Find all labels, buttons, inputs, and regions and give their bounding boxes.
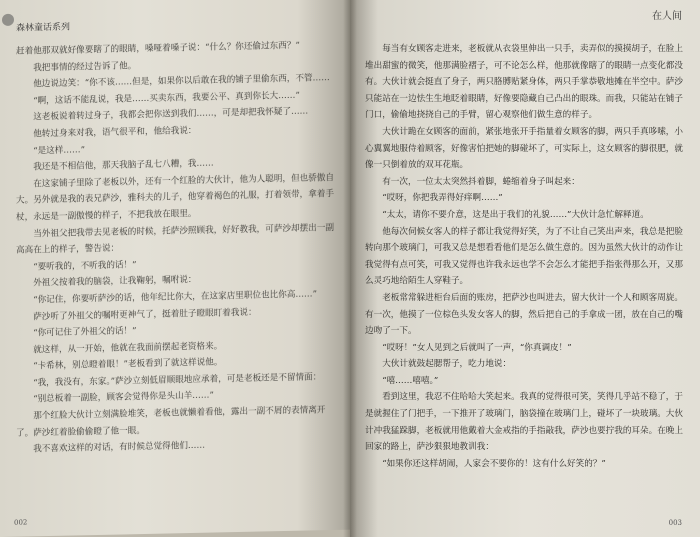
paragraph: “是这样……” — [33, 144, 85, 156]
left-body-text — [16, 37, 336, 459]
paragraph: 这老板说着转过身子，我都会把你送到我们……，可是却把我怀疑了…… — [33, 106, 309, 123]
paragraph: 那个红脸大伙计立刻满脸堆笑，老板也就懒着看他，露出一副不屑的表情离开了。萨沙红着脸偷偷瞪了他一眼。 — [16, 405, 326, 439]
paragraph: 大伙计就鼓起腮帮子，吃力地说： — [382, 359, 512, 370]
right-body-text — [365, 41, 683, 472]
paragraph: 老板常常躲进柜台后面的账房，把萨沙也叫进去，留大伙计一个人和顾客周旋。有一次，他摸了一位棕色头发女客人的脚，然后把自己的手拿成一团，放在自己的嘴边吻了一下。 — [365, 292, 683, 337]
book-gutter — [343, 0, 357, 537]
paragraph: 当外祖父把我带去见老板的时候，托萨沙照顾我，好好教我，可萨沙却摆出一副高高在上的样子，警告说： — [16, 222, 334, 256]
paragraph: 赶着他那双就好像要瞎了的眼睛，嗓哑着嗓子说：“什么？你还偷过东西？” — [16, 40, 300, 57]
paragraph: “卡希林，别总瞪着眼！”老板看到了就这样说他。 — [33, 357, 223, 372]
right-page-number: 003 — [668, 519, 682, 527]
left-page-number: 002 — [14, 518, 28, 527]
paragraph: 有一次，一位太太突然抖着脚，蜷缩着身子叫起来： — [382, 176, 580, 187]
paragraph: “哎呀，你把我弄得好痒啊……” — [382, 193, 503, 204]
paragraph: “我，我没有，东家。”萨沙立刻低眉顺眼地应承着，可是老板还是不留情面： — [33, 372, 322, 389]
paragraph: 就这样，从一开始，他就在我面前摆起老资格来。 — [33, 341, 223, 355]
right-running-head: 在人间 — [652, 11, 682, 22]
paragraph: 他边说边笑：“你不该……但是，如果你以后敢在我的铺子里偷东西，不管…… — [33, 73, 330, 90]
paragraph: “你记住，你要听萨沙的话，他年纪比你大，在这家店里职位也比你高……” — [33, 289, 317, 306]
paragraph: “你可记住了外祖父的话！” — [33, 326, 137, 339]
paragraph: 他转过身来对我，语气很平和，他给我说： — [33, 125, 197, 140]
paragraph: 我还是不相信他，那天我脑子乱七八糟，我…… — [33, 158, 214, 173]
paragraph: “别总板着一副脸，顾客会觉得你是头山羊……” — [33, 390, 214, 405]
paragraph: “哎呀！”女人见到之后就叫了一声，“你真调皮！” — [382, 342, 572, 353]
paragraph: 我不喜欢这样的对话，有时候总觉得他们…… — [33, 440, 206, 455]
paragraph: 萨沙听了外祖父的嘱咐更神气了，挺着肚子瞪眼盯着我说： — [33, 307, 257, 322]
paragraph: 我把事情的经过告诉了他。 — [33, 60, 137, 73]
chapter-ornament-icon — [2, 14, 14, 26]
paragraph: 大伙计跪在女顾客的面前，紧张地张开手指量着女顾客的脚，两只手真哆嗦，小心翼翼地服侍着顾客，好像害怕把她的脚碰坏了，可实际上，这女顾客的脚很肥，就像一只倒着放的双耳花瓶。 — [365, 126, 683, 171]
paragraph: 他每次伺候女客人的样子都让我觉得好笑，为了不让自己笑出声来，我总是把脸转向那个玻璃门，可我又总是想看看他们是怎么做生意的。因为虽然大伙计的动作让我觉得有点可笑，可我又觉得也许我永远也学不会怎么才能把手指张得那么开，又那么灵巧地给陌生人穿鞋子。 — [365, 226, 683, 287]
right-page — [350, 0, 700, 537]
paragraph: 看到这里，我忍不住哈哈大笑起来。我真的觉得很可笑，笑得几乎站不稳了，于是就握住了门把手，一下推开了玻璃门，脑袋撞在玻璃门上，碰坏了一块玻璃。大伙计冲我猛跺脚，老板就用他戴着大金戒指的手指敲我，萨沙也要拧我的耳朵。在晚上回家的路上，萨沙狠狠地教训我： — [365, 392, 683, 453]
left-running-head: 森林童话系列 — [16, 22, 71, 34]
paragraph: “太太，请你不要介意，这是出于我们的礼貌……”大伙计急忙解释道。 — [382, 209, 649, 220]
paragraph: 外祖父按着我的脑袋，让我鞠躬，嘱咐说： — [33, 275, 197, 289]
paragraph: “嘻……嘻嘻。” — [382, 375, 439, 386]
paragraph: 每当有女顾客走进来，老板就从衣袋里伸出一只手，卖弄似的摸摸胡子，在脸上堆出甜蜜的微笑，他那满脸褶子，可不论怎么样，他那就像瞎了的眼睛一点变化都没有。大伙计就会挺直了身子，两只胳膊贴紧身体，两只手掌恭敬地摊在半空中。萨沙只能站在一边怯生生地眨着眼睛，好像要隐藏自己凸出的眼珠。而我，只能站在铺子门口，偷偷地挠挠自己的手臂，留心观察他们做生意的样子。 — [365, 44, 683, 121]
paragraph: “啊，这话不能乱说，我是……买卖东西，我要公平、真到你长大……” — [33, 90, 300, 107]
paragraph: “如果你还这样胡闹，人家会不要你的！这有什么好笑的？” — [382, 458, 606, 469]
paragraph: 在这家铺子里除了老板以外，还有一个红脸的大伙计，他为人聪明，但也骄傲自大。另外就是我的表兄萨沙，雅科夫的儿子，他穿着褐色的礼服，打着领带，拿着手杖，永远是一副傲慢的样子，不把我放在眼里。 — [16, 172, 334, 223]
paragraph: “要听我的，不听我的话！” — [33, 259, 137, 273]
